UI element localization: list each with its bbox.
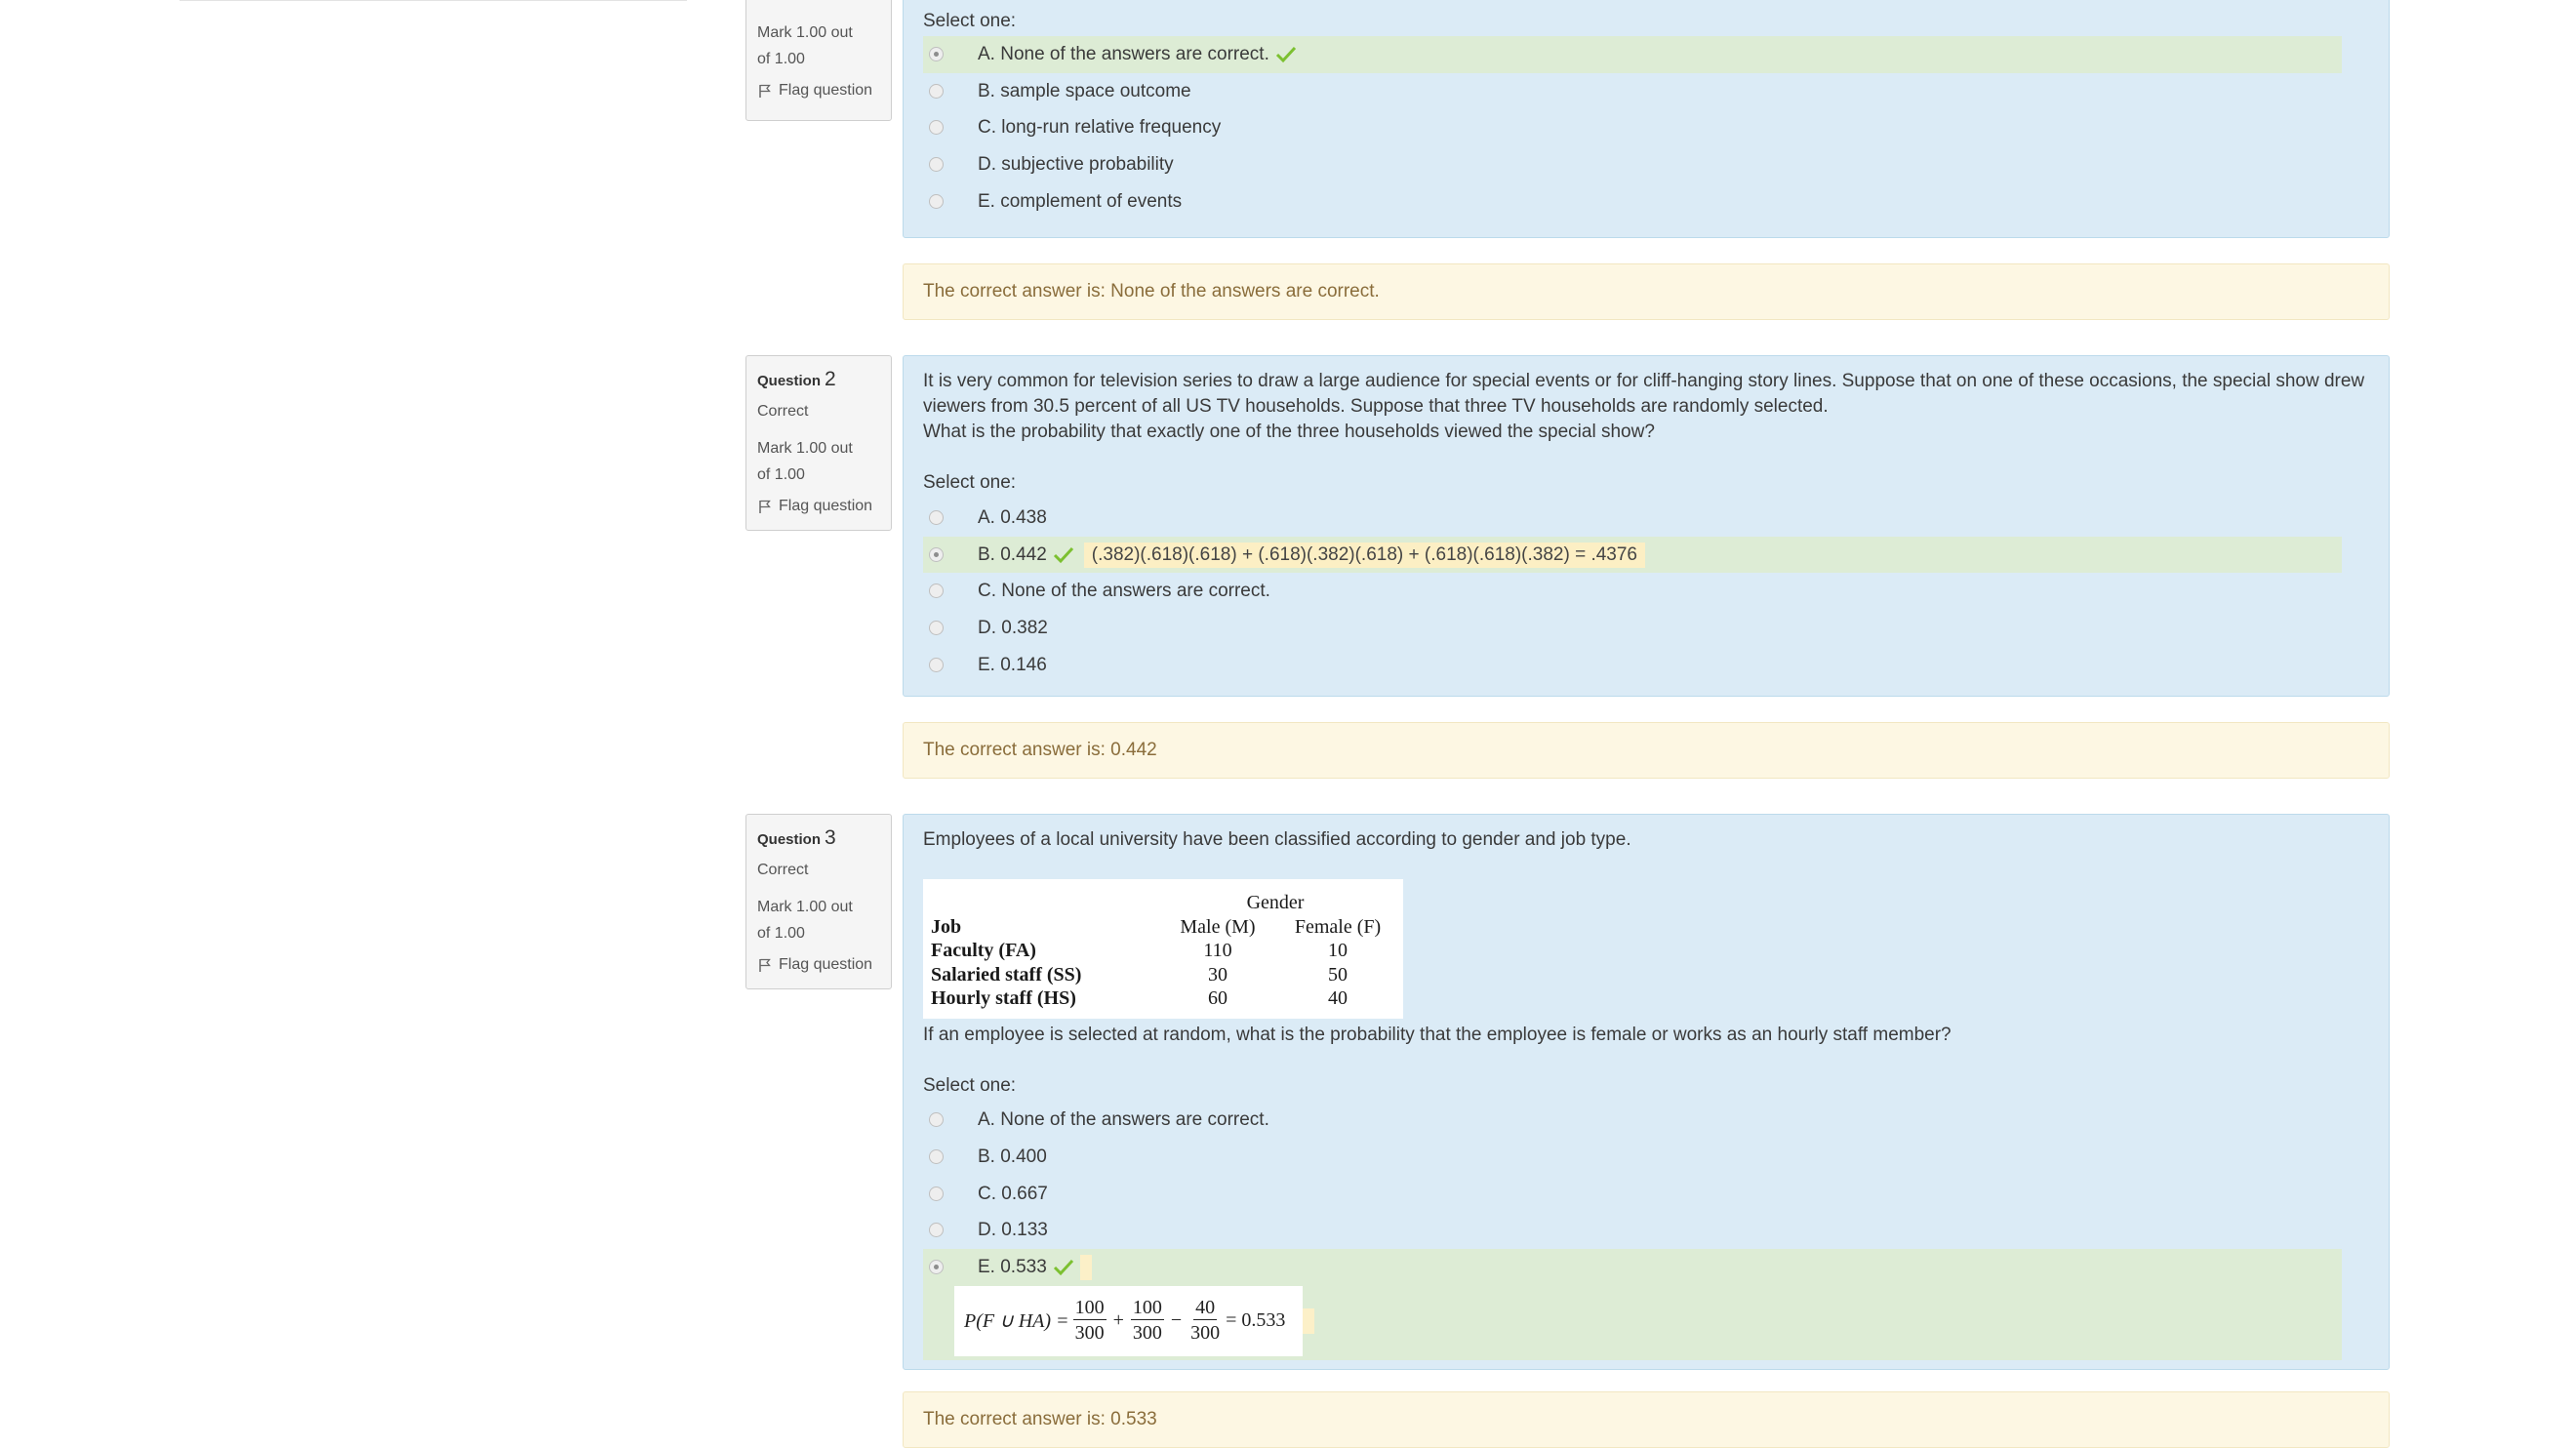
answer-option-e[interactable] (923, 183, 2369, 221)
flag-icon (757, 83, 773, 99)
answer-label: D. 0.382 (978, 617, 1048, 638)
question-prompt: What is the probability that exactly one of the three households viewed the special show? (923, 422, 1655, 442)
answer-option-b[interactable] (923, 73, 2369, 110)
answer-feedback: (.382)(.618)(.618) + (.618)(.382)(.618) + (.618)(.618)(.382) = .4376 (1084, 543, 1645, 568)
flag-icon (757, 957, 773, 973)
question-label: Question (757, 831, 822, 848)
question-text: It is very common for television series to draw a large audience for special events or for cliff-hanging story lines. Suppose that on one of these occasions, the special show drew viewers from 30.5 percent of all US TV households. Suppose that three TV households are randomly selected. (923, 371, 2365, 417)
answer-label: B. 0.442 (978, 543, 1047, 565)
answer-label: C. None of the answers are correct. (978, 581, 1270, 602)
fraction (1131, 1296, 1164, 1346)
question-state (757, 0, 881, 5)
question-grade: Mark 1.00 out of 1.00 (757, 899, 853, 942)
question-prompt: If an employee is selected at random, what is the probability that the employee is female or works as an hourly staff member? (923, 1024, 1952, 1045)
flag-question-link[interactable] (757, 956, 881, 974)
question-number-value: 3 (825, 826, 836, 849)
fraction (1188, 1296, 1222, 1346)
answer-option-e[interactable] (923, 1249, 2342, 1286)
answer-label: E. complement of events (978, 190, 1183, 212)
question-state: Correct (757, 403, 809, 420)
table-cell: 10 (1328, 940, 1348, 961)
radio-button[interactable] (929, 47, 944, 61)
answer-option-d[interactable] (923, 1213, 2369, 1250)
side-divider (180, 0, 687, 1)
answer-label: A. None of the answers are correct. (978, 1109, 1269, 1131)
answer-option-e-wrapper (923, 1249, 2342, 1360)
flag-question-label: Flag question (779, 956, 873, 973)
table-row (931, 986, 1395, 1011)
answer-option-a[interactable] (923, 36, 2342, 73)
table-row (931, 963, 1395, 987)
question-number-value: 2 (825, 368, 836, 390)
answer-list (923, 36, 2369, 220)
answer-option-e[interactable] (923, 647, 2369, 684)
formula-image (954, 1286, 1303, 1356)
table-row (931, 939, 1395, 963)
answer-option-d[interactable] (923, 146, 2369, 183)
radio-button[interactable] (929, 1187, 944, 1201)
radio-button[interactable] (929, 547, 944, 562)
question-grade: Mark 1.00 out of 1.00 (757, 440, 853, 483)
table-cell: 30 (1208, 963, 1228, 985)
answer-label: E. 0.146 (978, 654, 1047, 675)
answer-feedback (923, 1286, 2342, 1356)
check-icon (1053, 1259, 1074, 1276)
select-one-label: Select one: (923, 472, 1017, 493)
flag-question-label: Flag question (779, 82, 873, 99)
feedback-highlight (1080, 1255, 1092, 1280)
operator: − (1170, 1309, 1183, 1332)
table-group-header: Gender (1246, 892, 1305, 913)
radio-button[interactable] (929, 194, 944, 209)
question-2-outcome: The correct answer is: 0.442 (903, 722, 2390, 779)
question-number (757, 368, 881, 391)
data-table-image (923, 879, 1403, 1019)
question-grade: Mark 1.00 out of 1.00 (757, 24, 853, 67)
denominator: 300 (1074, 1322, 1105, 1345)
select-one-label: Select one: (923, 1074, 1017, 1096)
operator: + (1112, 1309, 1124, 1332)
flag-question-label: Flag question (779, 498, 873, 514)
question-1-content (903, 0, 2390, 238)
flag-question-link[interactable] (757, 82, 881, 100)
radio-button[interactable] (929, 84, 944, 99)
table-cell: Hourly staff (HS) (931, 987, 1076, 1009)
table-header: Male (M) (1180, 915, 1256, 938)
radio-button[interactable] (929, 1112, 944, 1127)
answer-option-b[interactable] (923, 1139, 2369, 1176)
table-header: Female (F) (1294, 915, 1382, 938)
answer-list (923, 500, 2369, 683)
radio-button[interactable] (929, 1223, 944, 1237)
flag-question-link[interactable] (757, 498, 881, 515)
answer-option-a[interactable] (923, 1103, 2369, 1140)
denominator: 300 (1190, 1322, 1221, 1345)
table-cell: 40 (1328, 987, 1348, 1009)
question-intro: Employees of a local university have been classified according to gender and job type. (923, 829, 1631, 850)
table-cell: 50 (1328, 963, 1348, 985)
answer-label: A. None of the answers are correct. (978, 43, 1269, 64)
formula-rhs: = 0.533 (1226, 1309, 1286, 1332)
question-2-info (745, 355, 892, 531)
numerator: 100 (1132, 1297, 1162, 1319)
numerator: 100 (1074, 1297, 1105, 1319)
answer-label: A. 0.438 (978, 506, 1047, 528)
answer-label: C. long-run relative frequency (978, 117, 1222, 139)
question-3-content (903, 814, 2390, 1370)
question-3-info (745, 814, 892, 989)
answer-option-b[interactable] (923, 537, 2342, 574)
table-header: Job (931, 915, 962, 938)
feedback-highlight (1303, 1308, 1314, 1334)
gender-job-table (931, 891, 1395, 1011)
table-cell: 60 (1208, 987, 1228, 1009)
radio-button[interactable] (929, 1260, 944, 1274)
answer-label: B. 0.400 (978, 1146, 1047, 1168)
question-2-content (903, 355, 2390, 697)
check-icon (1053, 546, 1074, 564)
table-cell: Faculty (FA) (931, 940, 1036, 961)
formula-lhs: P(F ∪ HA) = (964, 1310, 1069, 1333)
table-cell: Salaried staff (SS) (931, 963, 1082, 985)
radio-button[interactable] (929, 157, 944, 172)
answer-option-d[interactable] (923, 610, 2369, 647)
answer-option-c[interactable] (923, 109, 2369, 146)
question-1-outcome: The correct answer is: None of the answers are correct. (903, 263, 2390, 320)
table-cell: 110 (1203, 940, 1232, 961)
radio-button[interactable] (929, 1149, 944, 1164)
question-number (757, 826, 881, 850)
answer-label: D. subjective probability (978, 153, 1174, 175)
question-1-info (745, 0, 892, 121)
radio-button[interactable] (929, 583, 944, 598)
answer-option-c[interactable] (923, 1176, 2369, 1213)
answer-label: D. 0.133 (978, 1220, 1048, 1241)
check-icon (1275, 46, 1297, 63)
answer-option-a[interactable] (923, 500, 2369, 537)
question-state: Correct (757, 862, 809, 878)
flag-icon (757, 499, 773, 514)
answer-label: B. sample space outcome (978, 80, 1191, 101)
answer-list (923, 1103, 2369, 1360)
answer-label: E. 0.533 (978, 1257, 1047, 1278)
fraction (1073, 1296, 1107, 1346)
question-3-outcome: The correct answer is: 0.533 (903, 1391, 2390, 1448)
question-label: Question (757, 373, 822, 389)
radio-button[interactable] (929, 658, 944, 672)
select-one-label: Select one: (923, 11, 1017, 31)
denominator: 300 (1132, 1322, 1162, 1345)
radio-button[interactable] (929, 120, 944, 135)
radio-button[interactable] (929, 621, 944, 635)
radio-button[interactable] (929, 510, 944, 525)
numerator: 40 (1195, 1297, 1216, 1319)
answer-option-c[interactable] (923, 573, 2369, 610)
answer-label: C. 0.667 (978, 1183, 1048, 1204)
